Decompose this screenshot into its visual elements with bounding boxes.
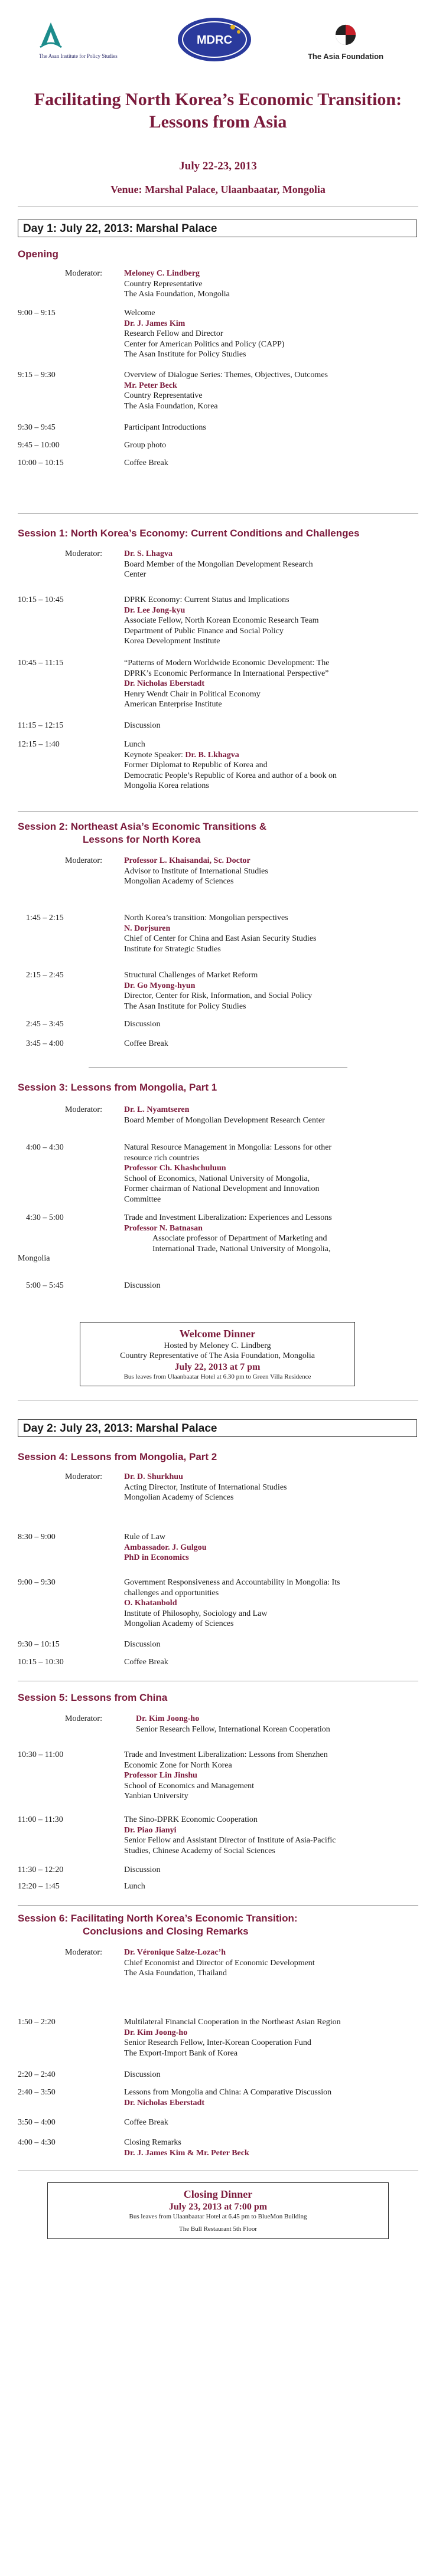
moderator-name: Dr. L. Nyamtseren [124,1105,190,1114]
logo-bar [0,17,436,76]
session3-heading: Session 3: Lessons from Mongolia, Part 1 [18,1082,217,1093]
divider [89,1067,347,1068]
speaker-name: Dr. Nicholas Eberstadt [124,2098,204,2107]
moderator-name: Professor L. Khaisandai, Sc. Doctor [124,856,250,865]
event-venue: Venue: Marshal Palace, Ulaanbaatar, Mongolia [110,184,326,195]
mdrc-logo-icon [177,17,252,63]
asan-logo-text: The Asan Institute for Policy Studies [39,53,118,59]
event-dates: July 22-23, 2013 [179,160,257,172]
asia-foundation-logo-text: The Asia Foundation [307,51,384,61]
page-title: Facilitating North Korea’s Economic Transition: Lessons from Asia [34,90,402,132]
speaker-name: Dr. B. Lkhagva [185,750,239,760]
opening-heading: Opening [18,248,58,260]
speaker-name: Dr. Nicholas Eberstadt [124,679,204,688]
closing-dinner-box: Closing Dinner July 23, 2013 at 7:00 pm Bus leaves from Ulaanbaatar Hotel at 6.45 pm to BlueMon Building The Bull Restaurant 5th Floor [47,2182,389,2239]
day2-heading: Day 2: July 23, 2013: Marshal Palace [18,1419,417,1437]
divider [18,513,418,514]
moderator-name: Dr. D. Shurkhuu [124,1472,183,1481]
speaker-name: Mr. Peter Beck [124,381,177,390]
session6-heading: Session 6: Facilitating North Korea’s Economic Transition: Conclusions and Closing Remarks [18,1913,298,1937]
speaker-name: Ambassador. J. Gulgou [124,1543,207,1552]
dinner-title: Closing Dinner [183,2188,253,2200]
item-time: 9:00 – 9:15 [18,309,56,318]
session5-heading: Session 5: Lessons from China [18,1692,168,1703]
moderator-name: Dr. Kim Joong-ho [136,1714,200,1723]
day1-heading: Day 1: July 22, 2013: Marshal Palace [18,220,417,237]
asia-foundation-logo-icon [334,24,357,46]
moderator-label: Moderator: [65,269,102,278]
speaker-name: N. Dorjsuren [124,924,171,933]
moderator-name: Meloney C. Lindberg [124,269,200,278]
session4-heading: Session 4: Lessons from Mongolia, Part 2 [18,1451,217,1462]
dinner-datetime: July 23, 2013 at 7:00 pm [168,2201,268,2212]
mdrc-logo-text: MDRC [197,34,232,47]
asia-foundation-logo [301,24,390,61]
dinner-datetime: July 22, 2013 at 7 pm [174,1361,261,1372]
welcome-dinner-box: Welcome Dinner Hosted by Meloney C. Lindberg Country Representative of The Asia Foundation, Mongolia July 22, 2013 at 7 pm Bus leaves from Ulaanbaatar Hotel at 6.30 pm to Green Villa Residence [80,1322,355,1386]
divider [18,1905,418,1906]
speaker-name: Dr. Lee Jong-kyu [124,605,186,615]
session2-heading: Session 2: Northeast Asia’s Economic Transitions & Lessons for North Korea [18,821,267,846]
speaker-name: Professor Ch. Khashchuluun [124,1164,226,1173]
divider [18,811,418,812]
agenda-page: The Asan Institute for Policy Studies MDRC The Asia Foundation Facilitating North Korea’s Economic Transition: Lessons from Asia July 22-23, 2013 Venue: Marshal Palace, Ulaanbaatar, Mongolia Day 1: July 22, 2013: Marshal Palace Opening Moderator: Meloney C. Lindberg Country Representative The Asia Foundation, Mongolia 9:00 – 9:15 Welcome Dr. J. James Kim Research Fellow and Director Center for American Politics and Policy (CAPP) The Asan Institute for Policy Studies 9:15 – 9:30 Overview of Dialogue Series: Themes, Objectives, Outcomes Mr. Peter Beck Country Representative The Asia Foundation, Korea 9:30 – 9:45 Participant Introductions 9:45 – 10:00 Group photo 10:00 – 10:15 Coffee Break Session 1: North Korea’s Economy: Current Conditions and Challenges Moderator: Dr. S. Lhagva Board Member of the Mongolian Development Research Center 10:15 – 10:45 DPRK Economy: Current Status and Implications Dr. Lee Jong-kyu Associate Fellow, North Korean Economic Research Team Department of Public Finance and Social Policy Korea Development Institute 10:45 – 11:15 “Patterns of Modern Worldwide Economic Development: The DPRK’s Economic Performance In International Perspective” Dr. Nicholas Eberstadt Henry Wendt Chair in Political Economy American Enterprise Institute 11:15 – 12:15 Discussion 12:15 – 1:40 Lunch Keynote Speaker: Dr. B. Lkhagva Former Diplomat to Republic of Korea and Democratic People’s Republic of Korea and author of a book on Mongolia Korea relations Session 2: Northeast Asia’s Economic Transitions & Lessons for North Korea Moderator: Professor L. Khaisandai, Sc. Doctor Advisor to Institute of International Studies Mongolian Academy of Sciences 1:45 – 2:15 North Korea’s transition: Mongolian perspectives N. Dorjsuren Chief of Center for China and East Asian Security Studies Institute for Strategic Studies 2:15 – 2:45 Structural Challenges of Market Reform Dr. Go Myong-hyun Director, Center for Risk, Information, and Social Policy The Asan Institute for Policy Studies 2:45 – 3:45 Discussion 3:45 – 4:00 Coffee Break Session 3: Lessons from Mongolia, Part 1 Moderator: Dr. L. Nyamtseren Board Member of Mongolian Development Research Center 4:00 – 4:30 Natural Resource Management in Mongolia: Lessons for other resource rich countries Professor Ch. Khashchuluun School of Economics, National University of Mongolia, Former chairman of National Development and Innovation Committee 4:30 – 5:00 Trade and Investment Liberalization: Experiences and Lessons Professor N. Batnasan Associate professor of Department of Marketing and International Trade, National University of Mongolia, Mongolia 5:00 – 5:45 Discussion Welcome Dinner Hosted by Meloney C. Lindberg Country Representative of The Asia Foundation, Mongolia July 22, 2013 at 7 pm Bus leaves from Ulaanbaatar Hotel at 6.30 pm to Green Villa Residence Day 2: July 23, 2013: Marshal Palace Session 4: Lessons from Mongolia, Part 2 Moderator: Dr. D. Shurkhuu Acting Director, Institute of International Studies Mongolian Academy of Sciences 8:30 – 9:00 Rule of Law Ambassador. J. Gulgou PhD in Economics 9:00 – 9:30 Government Responsiveness and Accountability in Mongolia: Its challenges and opportunities O. Khatanbold Institute of Philosophy, Sociology and Law Mongolian Academy of Sciences 9:30 – 10:15 Discussion 10:15 – 10:30 Coffee Break Session 5: Lessons from China Moderator: Dr. Kim Joong-ho Senior Research Fellow, International Korean Cooperation 10:30 – 11:00 Trade and Investment Liberalization: Lessons from Shenzhen Economic Zone for North Korea Professor Lin Jinshu School of Economics and Management Yanbian University 11:00 – 11:30 The Sino-DPRK Economic Cooperation Dr. Piao Jianyi Senior Fellow and Assistant Director of Institute of Asia-Pacific Studies, Chinese Academy of Social Sciences 11:30 – 12:20 Discussion 12:20 – 1:45 Lunch Session 6: Facilitating North Korea’s Economic Transition: Conclusions and Closing Remarks Moderator: Dr. Véronique Salze-Lozac’h Chief Economist and Director of Economic Development The Asia Foundation, Thailand 1:50 – 2:20 Multilateral Financial Cooperation in the Northeast Asian Region Dr. Kim Joong-ho Senior Research Fellow, Inter-Korean Cooperation Fund The Export-Import Bank of Korea 2:20 – 2:40 Discussion 2:40 – 3:50 Lessons from Mongolia and China: A Comparative Discussion Dr. Nicholas Eberstadt 3:50 – 4:00 Coffee Break 4:00 – 4:30 Closing Remarks Dr. J. James Kim & Mr. Peter Beck Closing Dinner July 23, 2013 at 7:00 pm Bus leaves from Ulaanbaatar Hotel at 6.45 pm to BlueMon Building The Bull Restaurant 5th Floor [0,0,436,2576]
speaker-name: Dr. Kim Joong-ho [124,2028,188,2037]
speaker-name: Dr. Go Myong-hyun [124,981,196,990]
speaker-name: Dr. J. James Kim [124,319,186,328]
asan-logo [39,21,128,59]
session1-heading: Session 1: North Korea’s Economy: Current Conditions and Challenges [18,528,360,539]
speaker-name: Dr. J. James Kim & Mr. Peter Beck [124,2148,249,2158]
speaker-name: Professor Lin Jinshu [124,1771,197,1780]
moderator-name: Dr. Véronique Salze-Lozac’h [124,1948,226,1957]
speaker-name: O. Khatanbold [124,1599,177,1608]
moderator-name: Dr. S. Lhagva [124,549,173,558]
speaker-name: Dr. Piao Jianyi [124,1825,177,1835]
dinner-title: Welcome Dinner [179,1328,256,1340]
speaker-name: Professor N. Batnasan [124,1223,203,1233]
mdrc-logo [177,17,252,63]
asan-logo-icon [39,21,63,48]
